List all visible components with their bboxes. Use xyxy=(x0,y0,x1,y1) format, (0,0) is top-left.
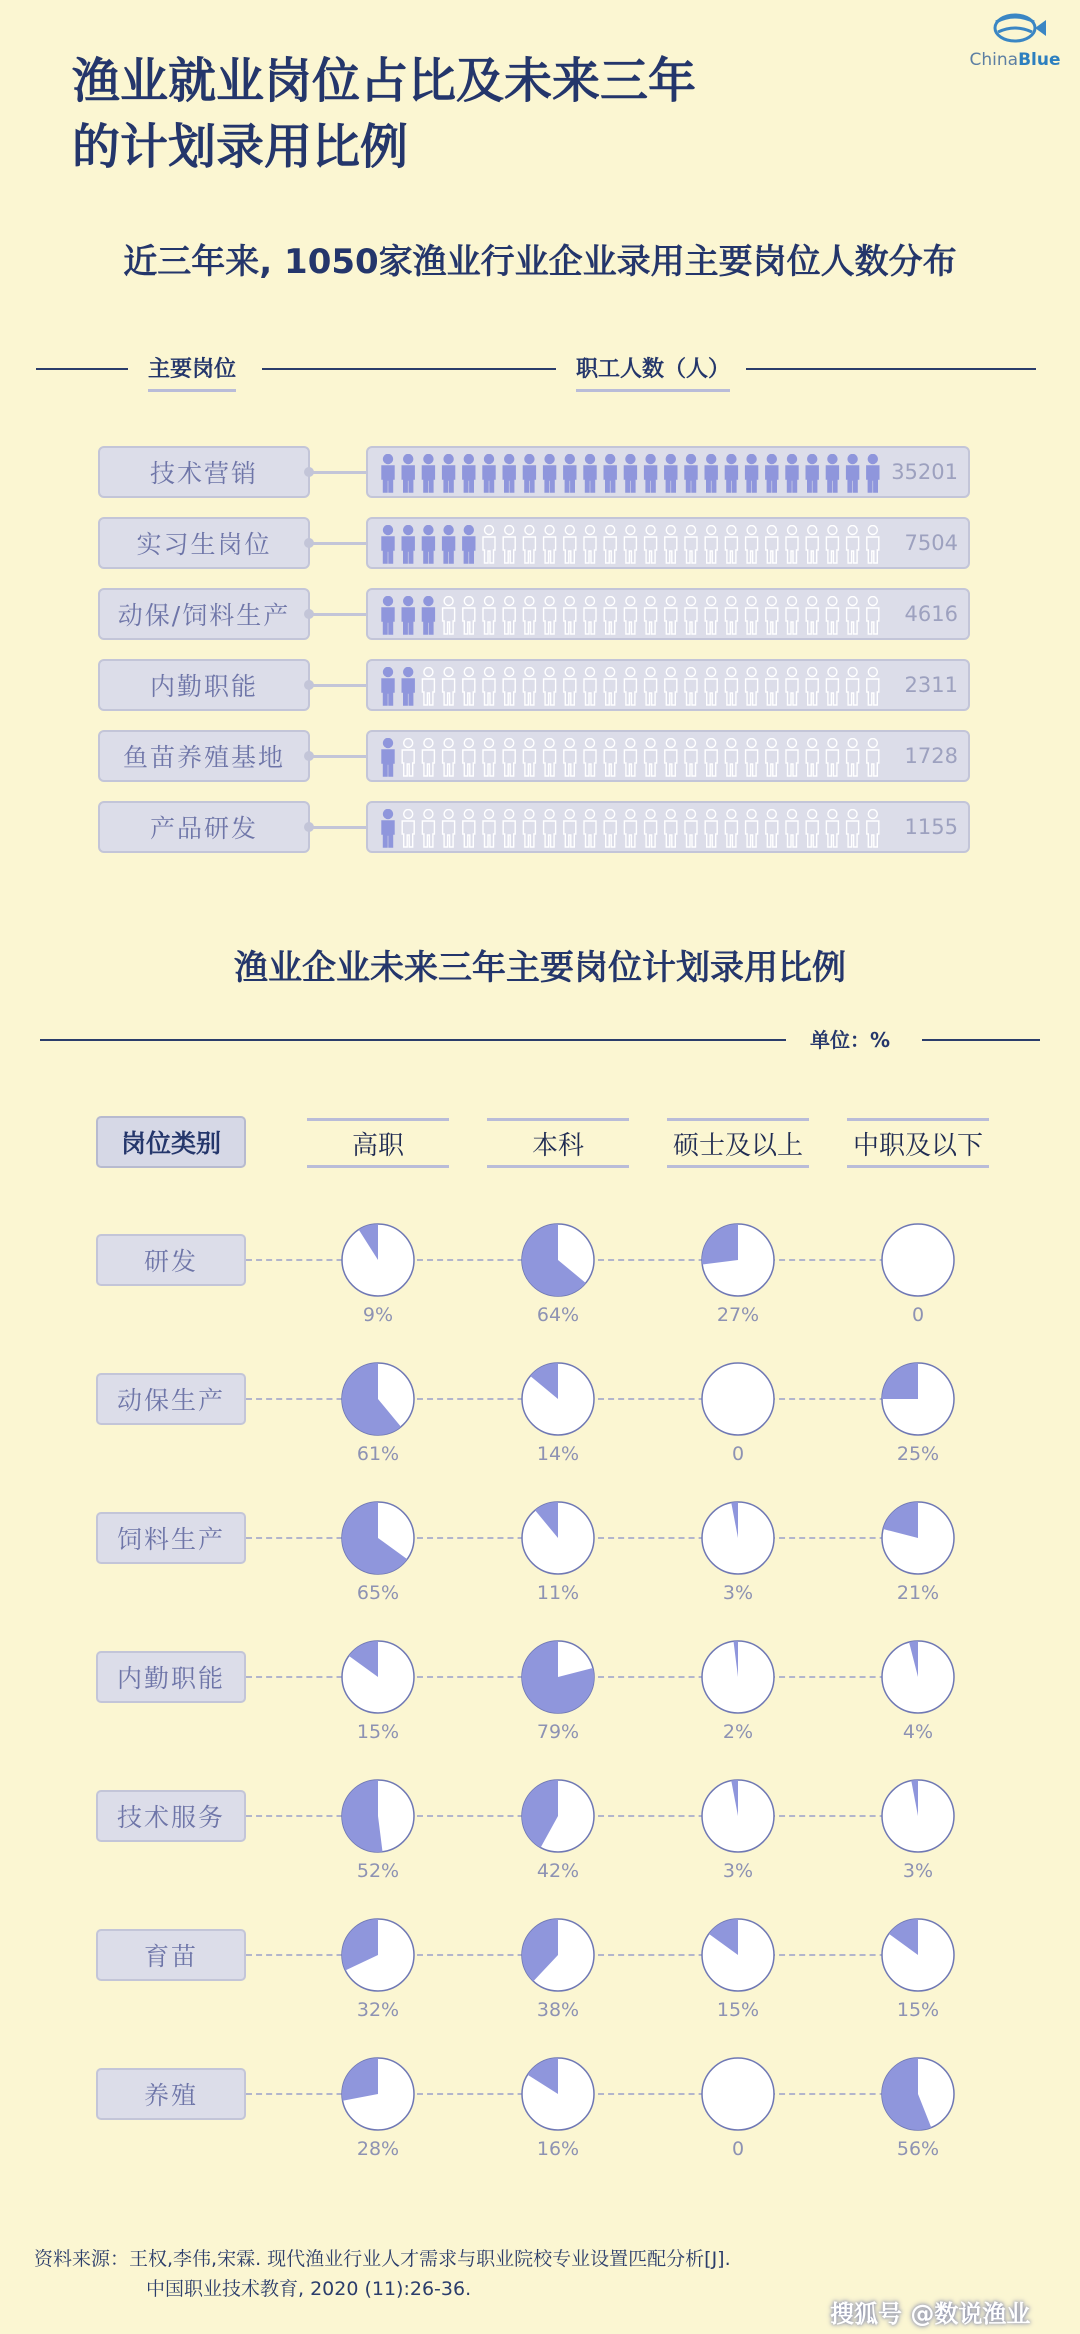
person-icon-filled xyxy=(806,455,818,493)
person-icon-empty xyxy=(584,526,596,564)
column-header-count: 职工人数（人） xyxy=(576,352,730,392)
category-label: 内勤职能 xyxy=(96,1651,246,1703)
person-icon-filled xyxy=(382,455,394,493)
pie-value-label: 21% xyxy=(896,1582,940,1604)
person-icon-empty xyxy=(483,739,495,777)
person-icon-empty xyxy=(483,526,495,564)
person-icon-empty xyxy=(402,739,414,777)
person-icon-filled xyxy=(402,526,414,564)
person-icon-empty xyxy=(604,810,616,848)
person-icon-empty xyxy=(402,810,414,848)
pie-value-label: 16% xyxy=(536,2138,580,2160)
person-icon-empty xyxy=(746,526,758,564)
pie-chart xyxy=(878,1915,958,1995)
person-icon-filled xyxy=(382,526,394,564)
person-icon-empty xyxy=(705,597,717,635)
logo-text-a: China xyxy=(969,50,1019,70)
pie-value-label: 4% xyxy=(902,1721,934,1743)
person-icon-empty xyxy=(564,526,576,564)
person-icon-empty xyxy=(483,597,495,635)
person-icon-empty xyxy=(685,597,697,635)
person-icon-filled xyxy=(705,455,717,493)
category-label: 养殖 xyxy=(96,2068,246,2120)
person-icon-empty xyxy=(564,739,576,777)
pie-chart xyxy=(518,1359,598,1439)
person-icon-filled xyxy=(463,455,475,493)
divider xyxy=(922,1039,1040,1041)
person-icon-filled xyxy=(402,597,414,635)
bar-value-label: 1155 xyxy=(904,815,958,839)
position-label: 技术营销 xyxy=(98,446,310,498)
pie-value-label: 32% xyxy=(356,1999,400,2021)
pie-slice xyxy=(882,1363,918,1399)
source-line2: 中国职业技术教育, 2020 (11):26-36. xyxy=(146,2278,472,2300)
divider xyxy=(36,368,128,370)
person-icon-empty xyxy=(806,739,818,777)
pie-chart xyxy=(518,2054,598,2134)
person-icon-empty xyxy=(645,597,657,635)
person-icon-row xyxy=(380,738,885,778)
person-icon-filled xyxy=(725,455,737,493)
person-icon-filled xyxy=(443,526,455,564)
person-icon-empty xyxy=(503,526,515,564)
connector-line xyxy=(310,471,368,474)
pie-chart xyxy=(338,1220,418,1300)
pie-value-label: 0 xyxy=(731,2138,745,2160)
pie-value-label: 61% xyxy=(356,1443,400,1465)
pie-value-label: 9% xyxy=(362,1304,394,1326)
person-icon-empty xyxy=(544,810,556,848)
position-label: 实习生岗位 xyxy=(98,517,310,569)
logo-text-b: Blue xyxy=(1018,50,1061,70)
person-icon-empty xyxy=(806,810,818,848)
person-icon-empty xyxy=(422,668,434,706)
person-icon-empty xyxy=(463,597,475,635)
person-icon-filled xyxy=(584,455,596,493)
pie-chart xyxy=(338,2054,418,2134)
person-icon-empty xyxy=(443,739,455,777)
person-icon-empty xyxy=(705,668,717,706)
divider xyxy=(262,368,556,370)
person-icon-filled xyxy=(645,455,657,493)
person-icon-empty xyxy=(503,597,515,635)
section1-title: 近三年来, 1050家渔业行业企业录用主要岗位人数分布 xyxy=(123,242,957,282)
pie-chart xyxy=(878,1359,958,1439)
person-icon-empty xyxy=(564,668,576,706)
person-icon-empty xyxy=(564,810,576,848)
connector-line xyxy=(310,613,368,616)
person-icon-empty xyxy=(483,668,495,706)
person-icon-row xyxy=(380,809,885,849)
pie-value-label: 15% xyxy=(716,1999,760,2021)
person-icon-empty xyxy=(483,810,495,848)
person-icon-empty xyxy=(786,668,798,706)
pie-value-label: 42% xyxy=(536,1860,580,1882)
person-icon-empty xyxy=(604,526,616,564)
person-icon-empty xyxy=(584,739,596,777)
person-icon-empty xyxy=(624,597,636,635)
person-icon-empty xyxy=(867,597,879,635)
person-icon-empty xyxy=(544,597,556,635)
person-icon-empty xyxy=(766,810,778,848)
category-label: 饲料生产 xyxy=(96,1512,246,1564)
person-icon-filled xyxy=(665,455,677,493)
bar-track xyxy=(366,517,970,569)
person-icon-empty xyxy=(665,597,677,635)
person-icon-empty xyxy=(503,668,515,706)
person-icon-empty xyxy=(766,597,778,635)
fish-logo-icon xyxy=(960,8,1070,52)
pie-chart xyxy=(338,1915,418,1995)
person-icon-empty xyxy=(826,739,838,777)
person-icon-empty xyxy=(463,668,475,706)
pie-value-label: 11% xyxy=(536,1582,580,1604)
person-icon-empty xyxy=(847,597,859,635)
person-icon-row xyxy=(380,454,885,494)
person-icon-empty xyxy=(604,668,616,706)
position-label: 鱼苗养殖基地 xyxy=(98,730,310,782)
person-icon-empty xyxy=(503,739,515,777)
person-icon-filled xyxy=(422,526,434,564)
source-citation xyxy=(34,2244,834,2304)
person-icon-empty xyxy=(604,597,616,635)
education-level-header: 高职 xyxy=(307,1118,449,1168)
person-icon-empty xyxy=(847,810,859,848)
person-icon-filled xyxy=(604,455,616,493)
pie-chart xyxy=(338,1776,418,1856)
person-icon-empty xyxy=(725,597,737,635)
person-icon-empty xyxy=(544,668,556,706)
pie-chart xyxy=(518,1637,598,1717)
person-icon-empty xyxy=(826,810,838,848)
bar-track xyxy=(366,801,970,853)
pie-chart xyxy=(518,1220,598,1300)
person-icon-empty xyxy=(443,810,455,848)
chinablue-logo xyxy=(960,8,1070,78)
pie-value-label: 27% xyxy=(716,1304,760,1326)
person-icon-empty xyxy=(624,526,636,564)
person-icon-empty xyxy=(422,810,434,848)
person-icon-empty xyxy=(746,739,758,777)
pie-value-label: 52% xyxy=(356,1860,400,1882)
person-icon-filled xyxy=(826,455,838,493)
person-icon-filled xyxy=(402,455,414,493)
person-icon-empty xyxy=(645,739,657,777)
pie-chart xyxy=(878,1220,958,1300)
position-label: 内勤职能 xyxy=(98,659,310,711)
person-icon-filled xyxy=(463,526,475,564)
person-icon-empty xyxy=(564,597,576,635)
person-icon-filled xyxy=(847,455,859,493)
person-icon-empty xyxy=(826,668,838,706)
person-icon-empty xyxy=(725,739,737,777)
pie-slice xyxy=(342,1780,382,1852)
category-label: 研发 xyxy=(96,1234,246,1286)
column-header-position: 主要岗位 xyxy=(148,352,236,392)
pie-value-label: 79% xyxy=(536,1721,580,1743)
person-icon-empty xyxy=(544,739,556,777)
person-icon-empty xyxy=(766,739,778,777)
page-title-line1: 渔业就业岗位占比及未来三年 xyxy=(72,53,697,109)
person-icon-row xyxy=(380,667,885,707)
section2-title: 渔业企业未来三年主要岗位计划录用比例 xyxy=(234,948,846,988)
person-icon-empty xyxy=(645,810,657,848)
pie-base xyxy=(702,1363,774,1435)
person-icon-empty xyxy=(645,668,657,706)
pie-value-label: 0 xyxy=(911,1304,925,1326)
person-icon-empty xyxy=(766,668,778,706)
pie-value-label: 0 xyxy=(731,1443,745,1465)
person-icon-empty xyxy=(685,739,697,777)
person-icon-filled xyxy=(564,455,576,493)
person-icon-empty xyxy=(624,668,636,706)
category-label: 育苗 xyxy=(96,1929,246,1981)
pie-chart xyxy=(698,2054,778,2134)
position-label: 动保/饲料生产 xyxy=(98,588,310,640)
person-icon-empty xyxy=(725,668,737,706)
bar-value-label: 1728 xyxy=(904,744,958,768)
person-icon-empty xyxy=(725,526,737,564)
pie-value-label: 15% xyxy=(896,1999,940,2021)
bar-track xyxy=(366,730,970,782)
bar-value-label: 35201 xyxy=(891,460,958,484)
pie-chart xyxy=(518,1915,598,1995)
pie-chart xyxy=(518,1498,598,1578)
pie-chart xyxy=(518,1776,598,1856)
person-icon-empty xyxy=(503,810,515,848)
person-icon-empty xyxy=(523,810,535,848)
person-icon-filled xyxy=(382,668,394,706)
person-icon-empty xyxy=(746,668,758,706)
person-icon-empty xyxy=(604,739,616,777)
person-icon-row xyxy=(380,596,885,636)
education-level-header: 硕士及以上 xyxy=(667,1118,809,1168)
person-icon-filled xyxy=(746,455,758,493)
person-icon-row xyxy=(380,525,885,565)
person-icon-empty xyxy=(867,668,879,706)
person-icon-empty xyxy=(705,739,717,777)
person-icon-empty xyxy=(523,739,535,777)
person-icon-empty xyxy=(766,526,778,564)
pie-base xyxy=(882,1224,954,1296)
person-icon-empty xyxy=(443,668,455,706)
person-icon-empty xyxy=(685,810,697,848)
person-icon-filled xyxy=(624,455,636,493)
person-icon-empty xyxy=(685,668,697,706)
category-label: 动保生产 xyxy=(96,1373,246,1425)
connector-line xyxy=(310,755,368,758)
person-icon-filled xyxy=(422,455,434,493)
bar-value-label: 7504 xyxy=(904,531,958,555)
person-icon-filled xyxy=(503,455,515,493)
pie-value-label: 65% xyxy=(356,1582,400,1604)
education-level-header: 中职及以下 xyxy=(847,1118,989,1168)
person-icon-empty xyxy=(584,668,596,706)
person-icon-empty xyxy=(544,526,556,564)
person-icon-empty xyxy=(806,668,818,706)
person-icon-empty xyxy=(826,526,838,564)
person-icon-empty xyxy=(523,597,535,635)
person-icon-empty xyxy=(665,810,677,848)
page-title xyxy=(72,48,832,180)
person-icon-filled xyxy=(382,597,394,635)
pie-slice xyxy=(342,2058,378,2101)
pie-value-label: 3% xyxy=(722,1582,754,1604)
pie-chart xyxy=(698,1498,778,1578)
person-icon-empty xyxy=(746,810,758,848)
person-icon-empty xyxy=(523,526,535,564)
pie-value-label: 3% xyxy=(902,1860,934,1882)
person-icon-filled xyxy=(402,668,414,706)
bar-track xyxy=(366,446,970,498)
connector-line xyxy=(310,684,368,687)
person-icon-empty xyxy=(705,526,717,564)
bar-track xyxy=(366,659,970,711)
person-icon-empty xyxy=(847,668,859,706)
page-title-line2: 的计划录用比例 xyxy=(72,119,409,175)
person-icon-empty xyxy=(847,526,859,564)
person-icon-empty xyxy=(665,739,677,777)
pie-chart xyxy=(338,1637,418,1717)
person-icon-empty xyxy=(665,668,677,706)
person-icon-empty xyxy=(725,810,737,848)
person-icon-empty xyxy=(624,810,636,848)
person-icon-filled xyxy=(422,597,434,635)
pie-chart xyxy=(698,1637,778,1717)
person-icon-empty xyxy=(645,526,657,564)
person-icon-empty xyxy=(624,739,636,777)
person-icon-empty xyxy=(826,597,838,635)
pie-value-label: 2% xyxy=(722,1721,754,1743)
category-label: 技术服务 xyxy=(96,1790,246,1842)
watermark: 搜狐号 @数说渔业 xyxy=(830,2300,1031,2328)
bar-track xyxy=(366,588,970,640)
education-level-header: 本科 xyxy=(487,1118,629,1168)
person-icon-empty xyxy=(786,597,798,635)
pie-value-label: 3% xyxy=(722,1860,754,1882)
person-icon-empty xyxy=(746,597,758,635)
pie-value-label: 25% xyxy=(896,1443,940,1465)
person-icon-filled xyxy=(382,810,394,848)
person-icon-empty xyxy=(463,739,475,777)
person-icon-empty xyxy=(463,810,475,848)
person-icon-empty xyxy=(523,668,535,706)
pie-value-label: 14% xyxy=(536,1443,580,1465)
person-icon-filled xyxy=(483,455,495,493)
person-icon-empty xyxy=(786,739,798,777)
person-icon-filled xyxy=(443,455,455,493)
person-icon-empty xyxy=(867,810,879,848)
pie-chart xyxy=(878,1776,958,1856)
pie-chart xyxy=(698,1220,778,1300)
pie-value-label: 28% xyxy=(356,2138,400,2160)
person-icon-empty xyxy=(685,526,697,564)
pie-chart xyxy=(338,1359,418,1439)
person-icon-empty xyxy=(443,597,455,635)
connector-line xyxy=(310,826,368,829)
person-icon-empty xyxy=(584,810,596,848)
divider xyxy=(40,1039,786,1041)
person-icon-empty xyxy=(786,526,798,564)
person-icon-empty xyxy=(786,810,798,848)
person-icon-filled xyxy=(544,455,556,493)
pie-value-label: 38% xyxy=(536,1999,580,2021)
person-icon-filled xyxy=(867,455,879,493)
pie-chart xyxy=(878,2054,958,2134)
position-label: 产品研发 xyxy=(98,801,310,853)
person-icon-empty xyxy=(806,526,818,564)
person-icon-empty xyxy=(665,526,677,564)
pie-value-label: 64% xyxy=(536,1304,580,1326)
pie-chart xyxy=(698,1776,778,1856)
person-icon-filled xyxy=(766,455,778,493)
person-icon-empty xyxy=(584,597,596,635)
person-icon-empty xyxy=(806,597,818,635)
divider xyxy=(746,368,1036,370)
bar-value-label: 4616 xyxy=(904,602,958,626)
person-icon-filled xyxy=(786,455,798,493)
connector-line xyxy=(310,542,368,545)
bar-value-label: 2311 xyxy=(904,673,958,697)
person-icon-filled xyxy=(685,455,697,493)
person-icon-empty xyxy=(422,739,434,777)
pie-base xyxy=(702,2058,774,2130)
person-icon-filled xyxy=(382,739,394,777)
person-icon-empty xyxy=(705,810,717,848)
pie-chart xyxy=(878,1637,958,1717)
source-line1: 资料来源：王权,李伟,宋霖. 现代渔业行业人才需求与职业院校专业设置匹配分析[J]. xyxy=(34,2248,731,2270)
person-icon-empty xyxy=(867,526,879,564)
unit-label: 单位：% xyxy=(810,1028,891,1052)
person-icon-empty xyxy=(867,739,879,777)
column-header-type: 岗位类别 xyxy=(96,1116,246,1168)
pie-chart xyxy=(698,1915,778,1995)
pie-slice xyxy=(702,1224,738,1265)
person-icon-filled xyxy=(523,455,535,493)
person-icon-empty xyxy=(847,739,859,777)
pie-chart xyxy=(338,1498,418,1578)
logo-text xyxy=(960,50,1070,70)
pie-chart xyxy=(878,1498,958,1578)
pie-chart xyxy=(698,1359,778,1439)
pie-value-label: 15% xyxy=(356,1721,400,1743)
pie-value-label: 56% xyxy=(896,2138,940,2160)
